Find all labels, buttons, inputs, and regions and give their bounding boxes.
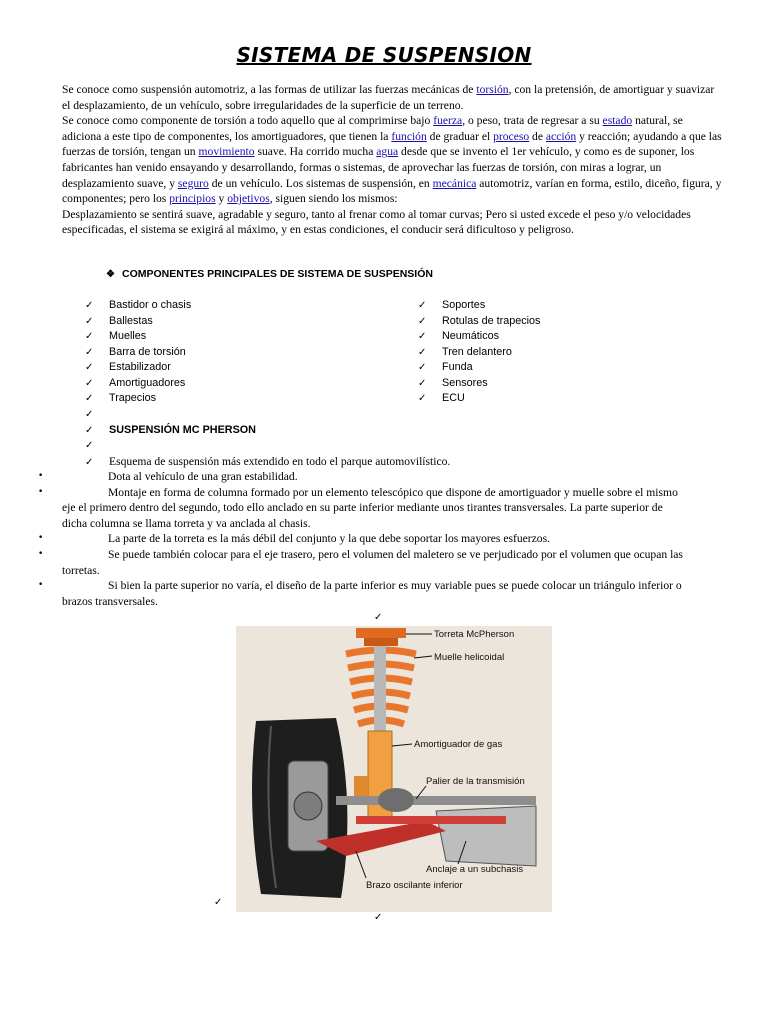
checkmark-icon: ✓	[85, 300, 94, 311]
tie-rod	[356, 816, 506, 824]
intro-paragraph-3: Desplazamiento se sentirá suave, agradable y seguro, tanto al frenar como al tomar curvas; Pero si usted excede el peso y/o velocidades especificadas, el sistema se exigirá al máximo, y en estas condiciones, el conducir será dificultoso y peligroso.	[62, 207, 691, 237]
link-funcion[interactable]: función	[391, 129, 427, 143]
list-item	[85, 329, 191, 345]
link-fuerza[interactable]: fuerza	[433, 114, 463, 128]
list-item	[418, 314, 540, 330]
text-run: , o peso, trata de regresar a su	[462, 114, 603, 128]
bullet-text: La parte de la torreta es la más débil del conjunto y la que debe soportar los mayores esfuerzos.	[108, 532, 551, 546]
checkmark-icon: ✓	[85, 331, 94, 342]
label-anclaje: Anclaje a un subchasis	[426, 864, 524, 875]
link-seguro[interactable]: seguro	[177, 176, 209, 190]
intro-paragraph-2	[62, 113, 722, 207]
label-muelle: Muelle helicoidal	[434, 652, 505, 663]
list-item	[418, 391, 540, 407]
link-torsion[interactable]: torsión	[476, 83, 509, 96]
top-mount	[356, 628, 406, 638]
bullet-text: Si bien la parte superior no varía, el diseño de la parte inferior es muy variable pues se puede colocar un triángulo inferior o brazos transversales.	[62, 579, 682, 608]
text-run: natural, se adiciona a este tipo de componentes, los amortiguadores, que tienen la	[62, 114, 683, 143]
list-item-label: Rotulas de trapecios	[442, 314, 541, 327]
checkmark-icon: ✓	[418, 346, 427, 358]
checkmark-icon: ✓	[214, 897, 223, 908]
list-item	[85, 376, 191, 392]
bullet-dot-icon: •	[38, 548, 44, 559]
intro-paragraph-1	[62, 82, 722, 113]
checkmark-icon: ✓	[85, 456, 94, 468]
link-estado[interactable]: estado	[602, 114, 633, 128]
diamond-bullet-icon: ❖	[106, 269, 115, 280]
mcpherson-intro	[85, 454, 450, 470]
empty-check-line	[85, 407, 450, 423]
text-run: desde que se invento el 1er vehículo, y como es de suponer, los fabricantes han venido ensayando y desarrollando, formas o sistemas, de aprovechar las fuerzas de torsión, con miras a lograr, un desplazamiento suave, y	[62, 145, 695, 190]
list-item-label: Soportes	[442, 299, 486, 311]
link-proceso[interactable]: proceso	[493, 129, 530, 143]
components-heading-text: COMPONENTES PRINCIPALES DE SISTEMA DE SUSPENSIÓN	[122, 268, 433, 280]
mcpherson-section	[85, 407, 450, 469]
text-run: de un vehículo. Los sistemas de suspensión, en	[208, 176, 433, 190]
list-item	[418, 298, 540, 314]
checkmark-icon: ✓	[85, 377, 94, 389]
page-title: SISTEMA DE SUSPENSION	[236, 43, 532, 67]
list-item-label: Funda	[442, 361, 473, 373]
text-run: , con la pretensión, de amortiguar y suavizar el desplazamiento, de un vehículo, sobre irregularidades de la superficie de un terreno.	[62, 83, 715, 112]
list-item-label: Ballestas	[109, 314, 153, 327]
checkmark-icon: ✓	[374, 912, 383, 923]
top-mount-plate	[364, 638, 398, 646]
list-item-label: Amortiguadores	[109, 376, 186, 389]
hub-center	[294, 792, 322, 820]
list-item-label: Bastidor o chasis	[109, 299, 192, 311]
label-amortiguador: Amortiguador de gas	[414, 739, 503, 750]
list-item-label: ECU	[442, 392, 465, 404]
text-run: de	[529, 129, 546, 143]
checkmark-icon: ✓	[374, 612, 383, 623]
checkmark-icon: ✓	[418, 393, 427, 404]
bullet-item	[38, 531, 686, 547]
bullet-item	[38, 547, 686, 578]
link-accion[interactable]: acción	[545, 129, 577, 143]
checkmark-icon: ✓	[85, 440, 94, 451]
checkmark-icon: ✓	[85, 409, 94, 420]
drive-shaft	[336, 796, 536, 805]
bullet-dot-icon: •	[38, 486, 44, 497]
text-run: y	[215, 192, 228, 206]
intro-text	[62, 82, 722, 238]
bullet-text: Dota al vehículo de una gran estabilidad.	[108, 470, 298, 483]
mcpherson-heading	[85, 423, 450, 439]
bullet-dot-icon: •	[38, 471, 44, 481]
link-movimiento[interactable]: movimiento	[198, 145, 255, 159]
text-run: suave. Ha corrido mucha	[254, 145, 377, 159]
link-principios[interactable]: principios	[169, 192, 216, 206]
list-item	[418, 329, 540, 345]
checkmark-icon: ✓	[418, 315, 427, 327]
text-run: automotriz, varían en forma, estilo, diceño, figura, y componentes; pero los	[62, 176, 722, 206]
list-item-label: Barra de torsión	[109, 345, 186, 358]
bullet-item	[38, 578, 686, 609]
list-item-label: Estabilizador	[109, 361, 171, 373]
bullet-dot-icon: •	[38, 533, 44, 544]
label-torreta: Torreta McPherson	[434, 629, 515, 640]
checkmark-icon: ✓	[85, 346, 94, 358]
checkmark-icon: ✓	[418, 300, 427, 311]
bullet-item	[38, 485, 686, 532]
checkmark-icon: ✓	[85, 362, 94, 373]
label-brazo: Brazo oscilante inferior	[366, 880, 463, 891]
checkmark-icon: ✓	[418, 331, 427, 342]
shock-rod	[374, 646, 386, 736]
link-objetivos[interactable]: objetivos	[227, 192, 270, 206]
mcpherson-intro-text: Esquema de suspensión más extendido en todo el parque automovilístico.	[109, 454, 451, 468]
mcpherson-diagram-svg	[236, 626, 552, 912]
list-item-label: Muelles	[109, 330, 147, 342]
mcpherson-heading-text: SUSPENSIÓN MC PHERSON	[109, 423, 256, 436]
list-item	[85, 391, 191, 407]
list-item-label: Neumáticos	[442, 330, 500, 342]
checkmark-icon: ✓	[85, 393, 94, 404]
cv-joint	[378, 788, 414, 812]
mcpherson-diagram	[236, 626, 552, 912]
list-item	[85, 314, 191, 330]
text-run: , siguen siendo los mismos:	[269, 192, 398, 206]
list-item	[85, 298, 191, 314]
text-run: y reacción; ayudando a que las fuerzas de torsión, tengan un	[62, 129, 722, 159]
checkmark-icon: ✓	[85, 315, 94, 327]
list-item	[418, 376, 540, 392]
checkmark-icon: ✓	[418, 377, 427, 389]
mcpherson-bullets	[38, 469, 686, 609]
text-run: Se conoce como componente de torsión a todo aquello que al comprimirse bajo	[62, 114, 434, 128]
subframe	[436, 806, 536, 866]
text-run: de graduar el	[426, 129, 494, 143]
list-item-label: Sensores	[442, 376, 488, 389]
bullet-item	[38, 469, 686, 485]
list-item-label: Trapecios	[109, 392, 157, 404]
bullet-text: Se puede también colocar para el eje trasero, pero el volumen del maletero se ve perjudicado por el volumen que ocupan las torretas.	[62, 547, 683, 577]
checkmark-icon: ✓	[85, 424, 94, 436]
components-list-left	[85, 298, 191, 407]
components-list-right	[418, 298, 540, 407]
list-item	[85, 360, 191, 376]
checkmark-icon: ✓	[418, 362, 427, 373]
label-palier: Palier de la transmisión	[426, 776, 525, 787]
link-mecanica[interactable]: mecánica	[432, 176, 477, 190]
components-heading	[106, 268, 433, 280]
empty-check-line	[85, 438, 450, 454]
list-item	[85, 345, 191, 361]
list-item	[418, 360, 540, 376]
bullet-dot-icon: •	[38, 580, 44, 591]
list-item-label: Tren delantero	[442, 345, 512, 358]
text-run: Se conoce como suspensión automotriz, a las formas de utilizar las fuerzas mecánicas de	[62, 83, 477, 96]
link-agua[interactable]: agua	[376, 145, 399, 159]
list-item	[418, 345, 540, 361]
bullet-text: Montaje en forma de columna formado por un elemento telescópico que dispone de amortiguador y muelle sobre el mismo eje el primero dentro del segundo, todo ello anclado en su parte inferior mediante unos tirantes transversales. La parte superior de dicha columna se llama torreta y va anclada al chasis.	[62, 485, 678, 530]
